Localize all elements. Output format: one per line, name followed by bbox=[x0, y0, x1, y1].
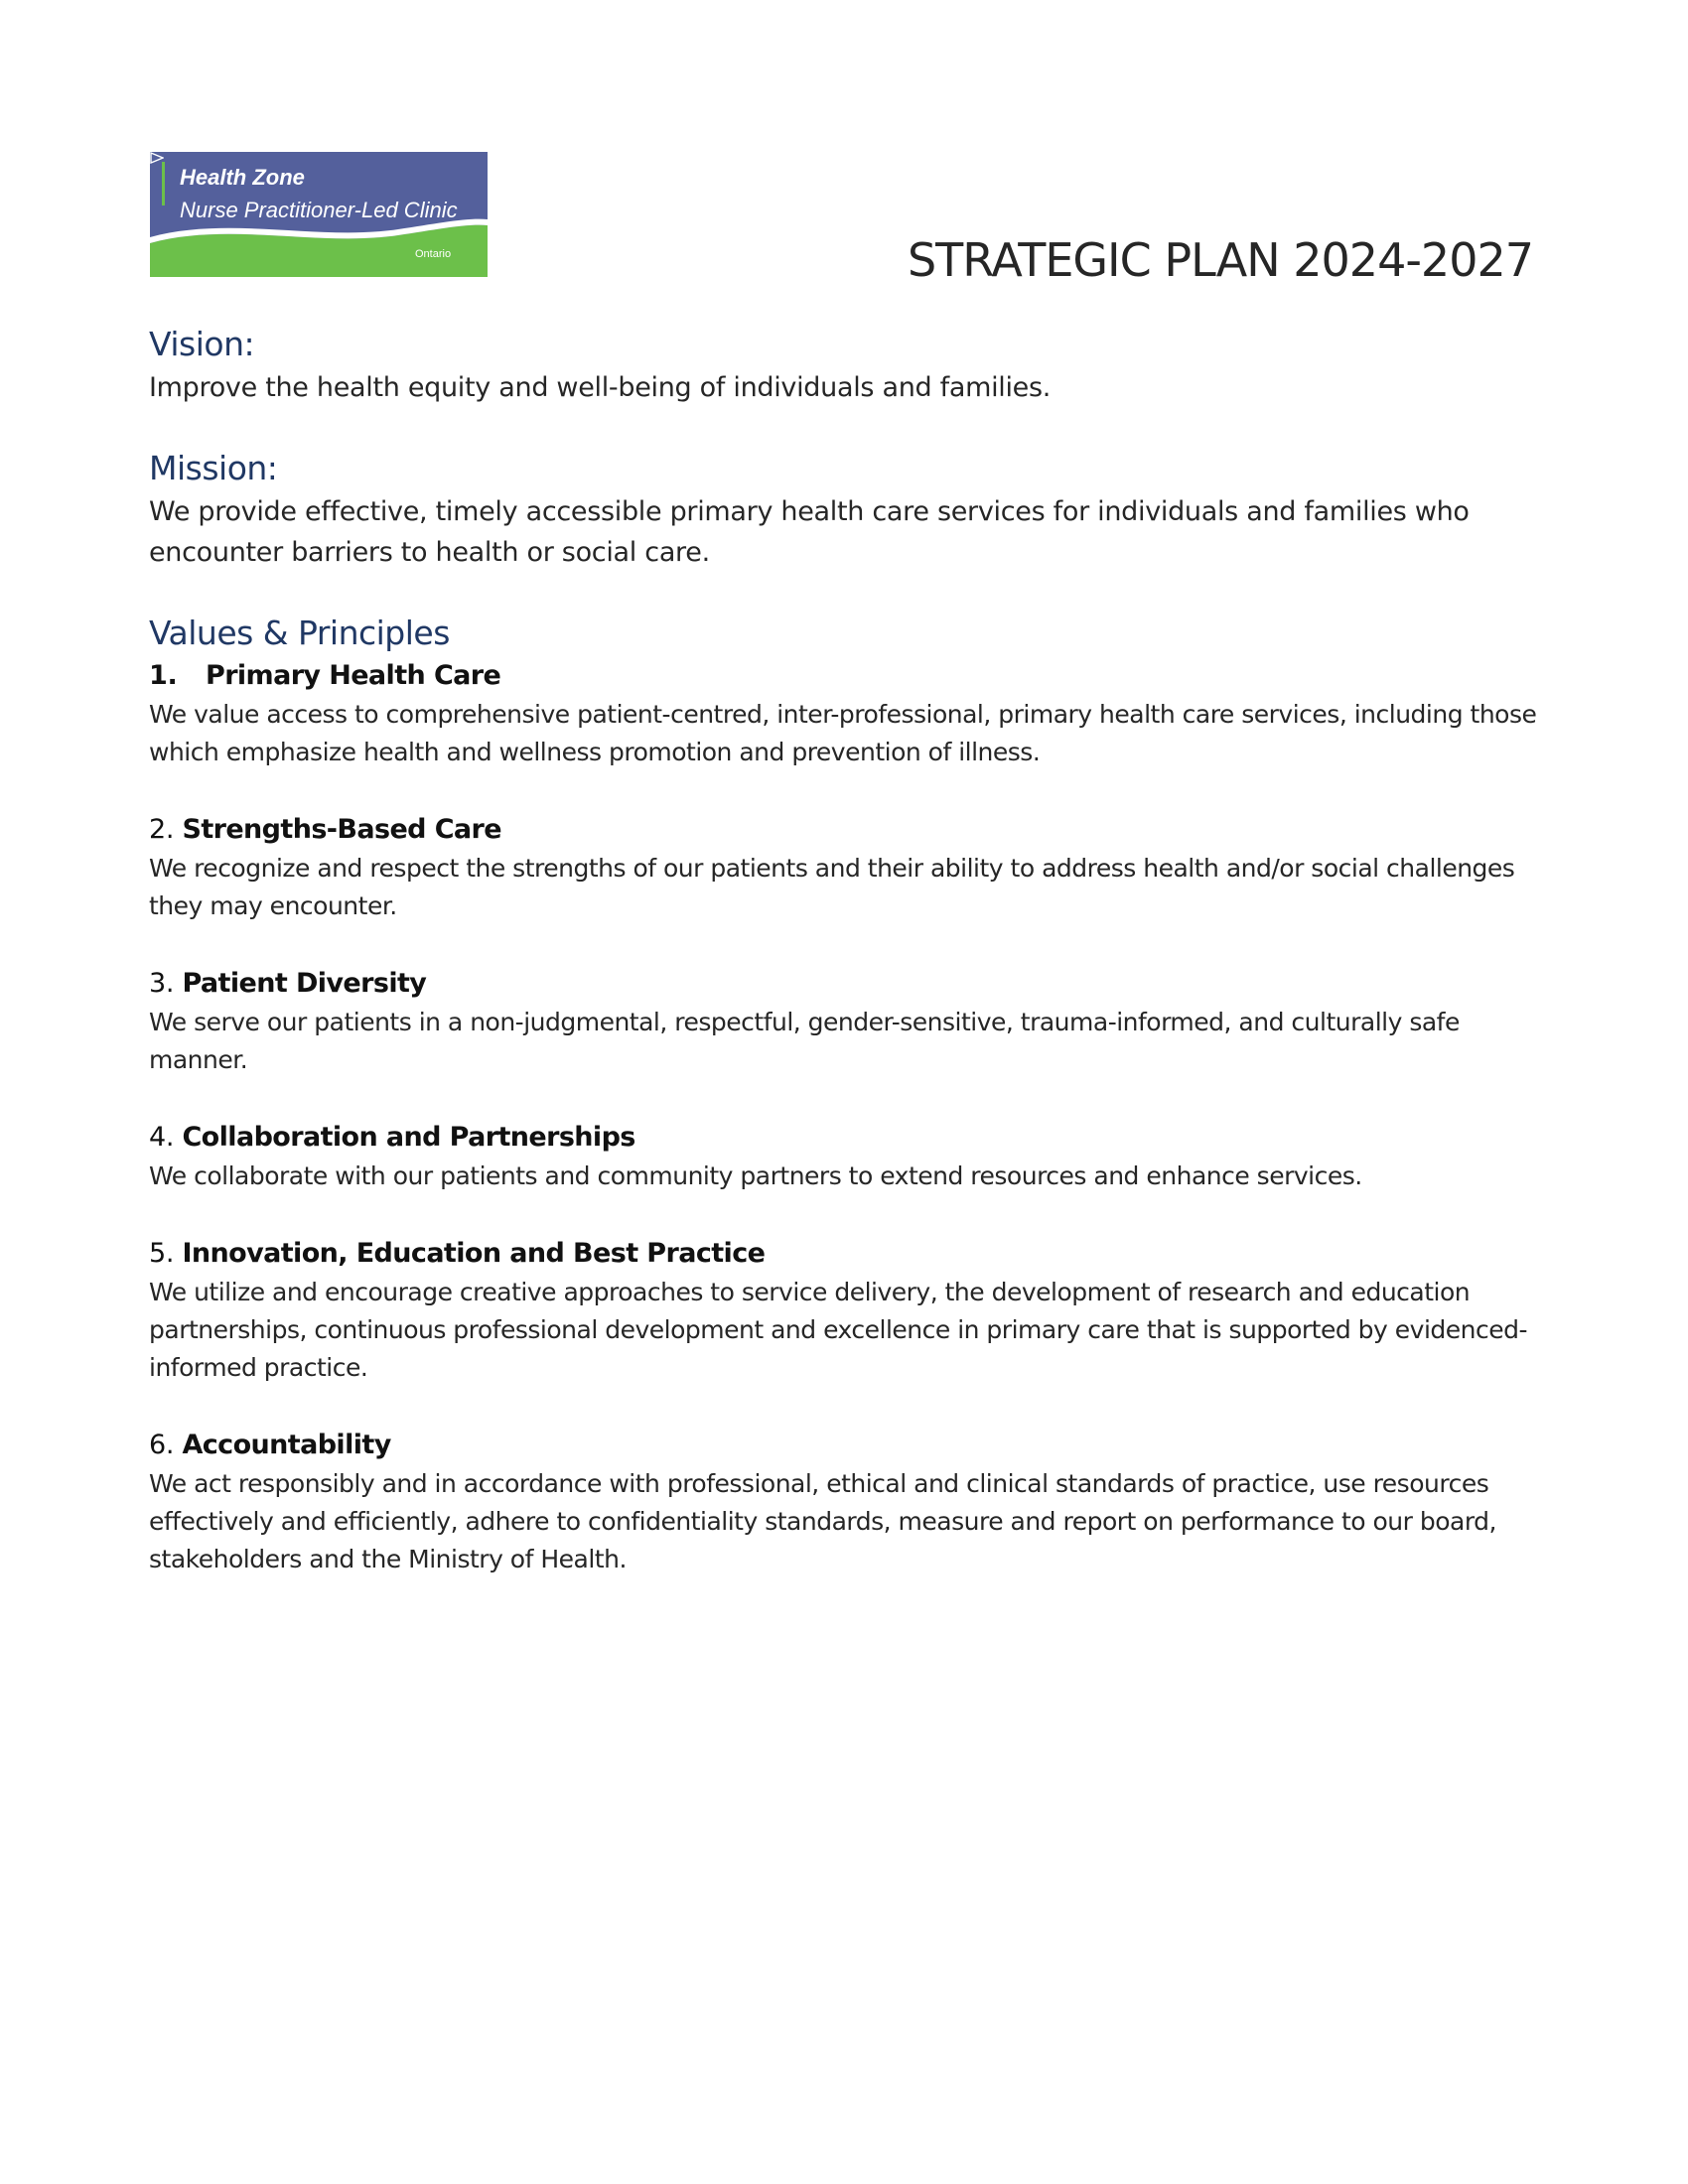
ontario-trillium-icon bbox=[150, 152, 164, 164]
value-item bbox=[149, 1234, 1539, 1387]
page-title: STRATEGIC PLAN 2024-2027 bbox=[907, 233, 1533, 287]
clinic-logo bbox=[150, 152, 488, 277]
logo-brand-text: Ontario bbox=[415, 248, 452, 260]
vision-heading: Vision: bbox=[149, 325, 255, 363]
value-title bbox=[149, 1426, 1539, 1465]
values-list bbox=[149, 656, 1539, 1578]
mission-heading: Mission: bbox=[149, 449, 278, 487]
logo-accent-bar bbox=[162, 162, 165, 205]
value-item bbox=[149, 810, 1539, 925]
value-title bbox=[149, 656, 1539, 696]
document-body bbox=[149, 322, 1539, 1578]
value-description: We serve our patients in a non-judgmental, respectful, gender-sensitive, trauma-informed, and culturally safe manner. bbox=[149, 1008, 1460, 1074]
value-name: Strengths-Based Care bbox=[182, 814, 501, 845]
value-name: Innovation, Education and Best Practice bbox=[182, 1238, 766, 1269]
value-number: 5. bbox=[149, 1238, 175, 1269]
value-number: 3. bbox=[149, 968, 175, 999]
value-description: We recognize and respect the strengths of our patients and their ability to address health and/or social challenges they may encounter. bbox=[149, 854, 1515, 920]
value-name: Collaboration and Partnerships bbox=[182, 1122, 635, 1153]
value-title bbox=[149, 810, 1539, 850]
value-item bbox=[149, 964, 1539, 1079]
value-number: 2. bbox=[149, 814, 175, 845]
value-name: Patient Diversity bbox=[182, 968, 427, 999]
vision-text: Improve the health equity and well-being of individuals and families. bbox=[149, 372, 1052, 403]
value-name: Accountability bbox=[182, 1430, 391, 1460]
value-title bbox=[149, 964, 1539, 1004]
value-number: 6. bbox=[149, 1430, 175, 1460]
value-description: We utilize and encourage creative approaches to service delivery, the development of research and education partnerships, continuous professional development and excellence in primary care that is supported by evidenced-informed practice. bbox=[149, 1278, 1527, 1382]
mission-text: We provide effective, timely accessible primary health care services for individuals and families who encounter barriers to health or social care. bbox=[149, 496, 1470, 568]
value-item bbox=[149, 1118, 1539, 1195]
value-item bbox=[149, 1426, 1539, 1578]
value-name: Primary Health Care bbox=[206, 660, 501, 691]
value-number: 1. bbox=[149, 660, 178, 691]
logo-subtitle: Nurse Practitioner-Led Clinic bbox=[180, 198, 458, 222]
value-item bbox=[149, 656, 1539, 771]
value-description: We act responsibly and in accordance with professional, ethical and clinical standards of practice, use resources effectively and efficiently, adhere to confidentiality standards, measure and report on performance to our board, stakeholders and the Ministry of Health. bbox=[149, 1469, 1496, 1573]
value-title bbox=[149, 1118, 1539, 1158]
logo-title: Health Zone bbox=[180, 165, 305, 190]
value-number: 4. bbox=[149, 1122, 175, 1153]
values-heading: Values & Principles bbox=[149, 614, 450, 652]
value-title bbox=[149, 1234, 1539, 1274]
value-description: We value access to comprehensive patient-centred, inter-professional, primary health care services, including those which emphasize health and wellness promotion and prevention of illness. bbox=[149, 700, 1537, 766]
value-description: We collaborate with our patients and community partners to extend resources and enhance services. bbox=[149, 1161, 1362, 1190]
